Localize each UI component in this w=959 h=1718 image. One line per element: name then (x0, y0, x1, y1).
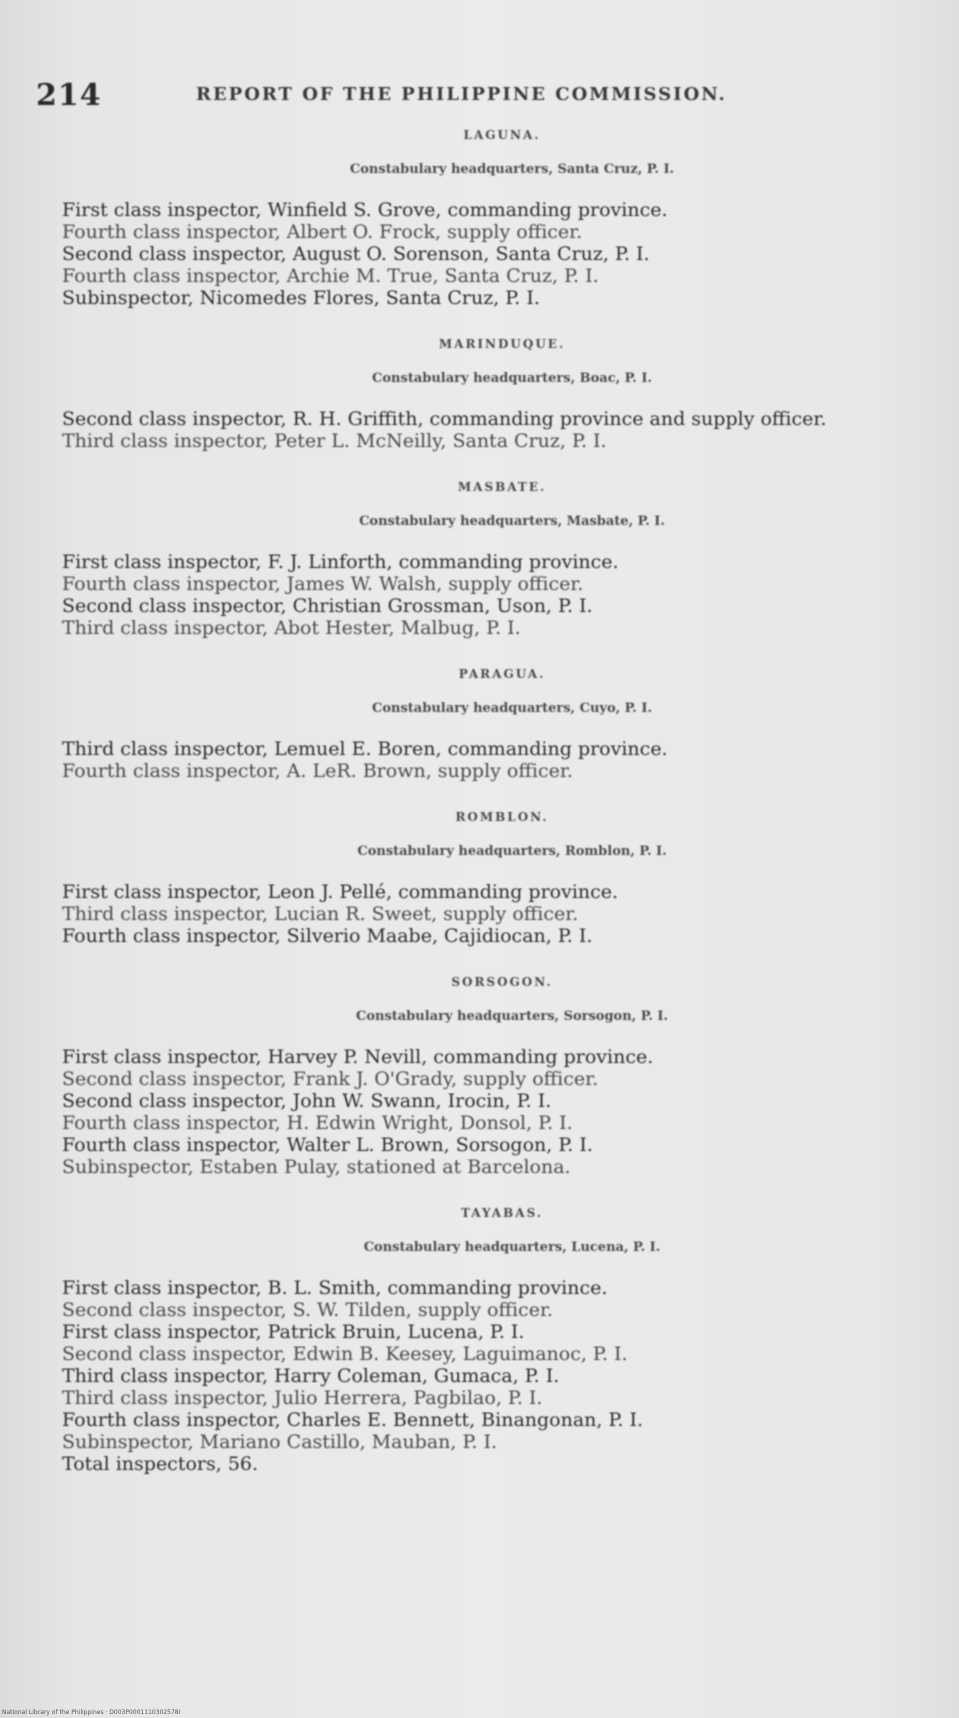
province-heading: ROMBLON. (455, 810, 549, 824)
inspector-entry: Third class inspector, Peter L. McNeilly, Santa Cruz, P. I. (62, 430, 607, 452)
province-section (62, 810, 922, 947)
inspector-entry: Subinspector, Mariano Castillo, Mauban, P. I. (62, 1431, 498, 1453)
inspector-entry: Third class inspector, Julio Herrera, Pagbilao, P. I. (62, 1387, 543, 1409)
page-content (36, 78, 922, 1475)
inspector-entry: Fourth class inspector, Albert O. Frock, supply officer. (62, 221, 583, 243)
province-heading: PARAGUA. (458, 667, 546, 681)
inspector-entry: Third class inspector, Abot Hester, Malbug, P. I. (62, 617, 521, 639)
province-section (62, 128, 922, 309)
inspector-entry: Fourth class inspector, Charles E. Bennett, Binangonan, P. I. (62, 1409, 644, 1431)
inspector-entry: Second class inspector, Edwin B. Keesey, Laguimanoc, P. I. (62, 1343, 628, 1365)
inspector-entry: First class inspector, Winfield S. Grove, commanding province. (62, 199, 668, 221)
inspector-entry: Subinspector, Estaben Pulay, stationed at Barcelona. (62, 1156, 571, 1178)
inspector-entry: Fourth class inspector, A. LeR. Brown, supply officer. (62, 760, 573, 782)
province-section (62, 667, 922, 782)
inspector-list (62, 881, 922, 947)
inspector-entry: Third class inspector, Harry Coleman, Gumaca, P. I. (62, 1365, 560, 1387)
headquarters-line: Constabulary headquarters, Sorsogon, P. I. (355, 1009, 669, 1024)
inspector-list (62, 738, 922, 782)
page-header (36, 78, 922, 118)
province-section (62, 480, 922, 639)
inspector-entry: Fourth class inspector, James W. Walsh, supply officer. (62, 573, 584, 595)
inspector-entry: Subinspector, Nicomedes Flores, Santa Cruz, P. I. (62, 287, 540, 309)
inspector-entry: Fourth class inspector, H. Edwin Wright, Donsol, P. I. (62, 1112, 573, 1134)
inspector-list (62, 1277, 922, 1475)
inspector-entry: Third class inspector, Lemuel E. Boren, commanding province. (62, 738, 668, 760)
inspector-entry: First class inspector, B. L. Smith, commanding province. (62, 1277, 608, 1299)
inspector-entry: Third class inspector, Lucian R. Sweet, supply officer. (62, 903, 579, 925)
inspector-list (62, 551, 922, 639)
headquarters-line: Constabulary headquarters, Masbate, P. I. (359, 514, 665, 529)
province-section (62, 337, 922, 452)
inspector-entry: Second class inspector, Christian Grossman, Uson, P. I. (62, 595, 593, 617)
inspector-entry: Second class inspector, S. W. Tilden, supply officer. (62, 1299, 553, 1321)
headquarters-line: Constabulary headquarters, Cuyo, P. I. (372, 701, 652, 716)
inspector-list (62, 408, 922, 452)
headquarters-line: Constabulary headquarters, Romblon, P. I. (357, 844, 667, 859)
inspector-entry: Second class inspector, John W. Swann, Irocin, P. I. (62, 1090, 552, 1112)
inspector-entry: First class inspector, Patrick Bruin, Lucena, P. I. (62, 1321, 525, 1343)
scan-footer-note: National Library of the Philippines · D003P0001110302578I (2, 1709, 181, 1716)
inspector-entry: Fourth class inspector, Walter L. Brown, Sorsogon, P. I. (62, 1134, 593, 1156)
inspector-entry: Second class inspector, R. H. Griffith, commanding province and supply officer. (62, 408, 827, 430)
province-section (62, 1206, 922, 1475)
headquarters-line: Constabulary headquarters, Santa Cruz, P. I. (349, 162, 675, 177)
inspector-entry: First class inspector, Harvey P. Nevill, commanding province. (62, 1046, 654, 1068)
inspector-entry: Second class inspector, August O. Sorenson, Santa Cruz, P. I. (62, 243, 650, 265)
sections-container (62, 128, 922, 1475)
headquarters-line: Constabulary headquarters, Boac, P. I. (372, 371, 652, 386)
province-heading: LAGUNA. (463, 128, 541, 142)
inspector-entry: Fourth class inspector, Silverio Maabe, Cajidiocan, P. I. (62, 925, 593, 947)
province-heading: MARINDUQUE. (438, 337, 566, 351)
inspector-entry: Total inspectors, 56. (62, 1453, 259, 1475)
running-head: REPORT OF THE PHILIPPINE COMMISSION. (196, 84, 727, 105)
province-heading: SORSOGON. (451, 975, 553, 989)
province-heading: MASBATE. (457, 480, 547, 494)
inspector-entry: First class inspector, F. J. Linforth, commanding province. (62, 551, 619, 573)
headquarters-line: Constabulary headquarters, Lucena, P. I. (363, 1240, 661, 1255)
inspector-entry: Fourth class inspector, Archie M. True, Santa Cruz, P. I. (62, 265, 599, 287)
inspector-list (62, 1046, 922, 1178)
page-number: 214 (36, 78, 102, 113)
inspector-entry: Second class inspector, Frank J. O'Grady, supply officer. (62, 1068, 599, 1090)
inspector-list (62, 199, 922, 309)
inspector-entry: First class inspector, Leon J. Pellé, commanding province. (62, 881, 619, 903)
province-section (62, 975, 922, 1178)
province-heading: TAYABAS. (461, 1206, 543, 1220)
